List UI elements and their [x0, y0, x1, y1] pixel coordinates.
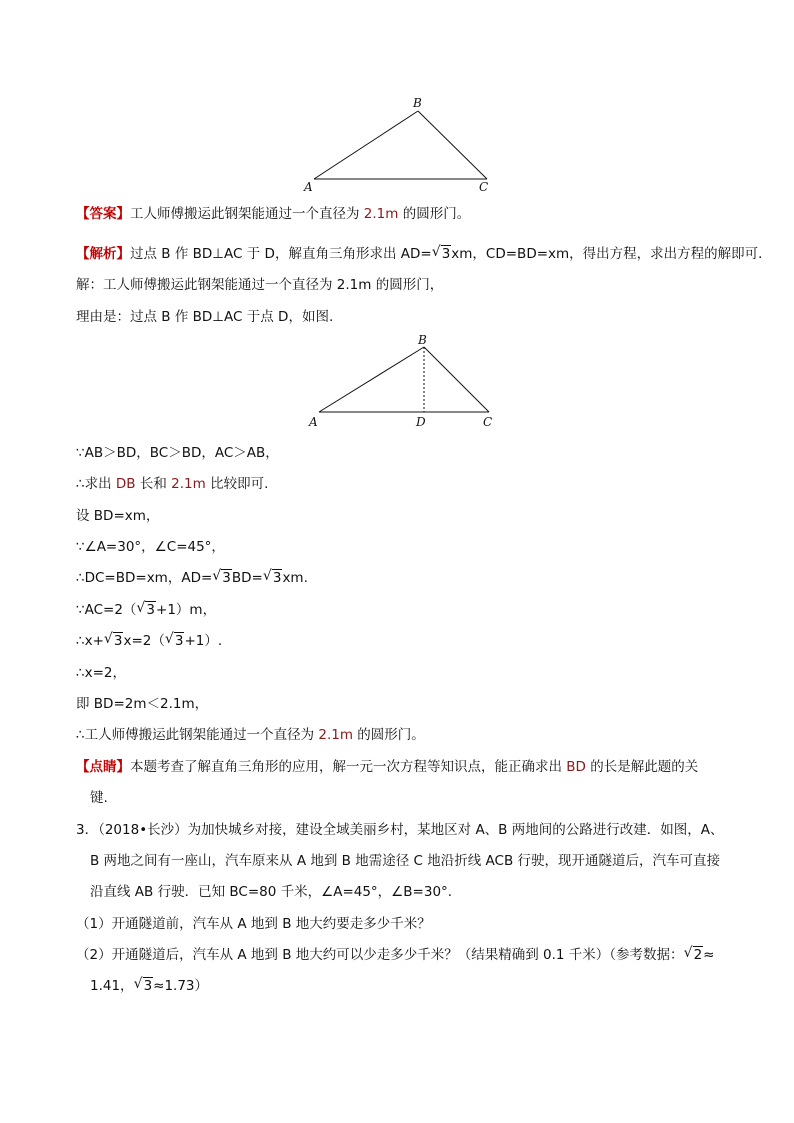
solution-line-1: 解：工人师傅搬运此钢架能通过一个直径为 2.1m 的圆形门，	[76, 277, 444, 293]
label-c: C	[483, 415, 493, 429]
sqrt-2: √ 2	[683, 945, 703, 963]
solution-line-7: ∴DC=BD=xm，AD= √ 3BD= √ 3xm.	[76, 568, 308, 586]
triangle-figure-abc	[0, 0, 794, 200]
solution-line-9: ∴x+ √ 3x=2（ √ 3+1）.	[76, 631, 223, 649]
segment-ab	[314, 111, 418, 179]
problem3-line-3: 沿直线 AB 行驶．已知 BC=80 千米，∠A=45°，∠B=30°.	[90, 884, 453, 900]
label-d: D	[416, 415, 426, 429]
question-2-line-2: 1.41， √ 3≈1.73）	[90, 976, 209, 994]
question-1: （1）开通隧道前，汽车从 A 地到 B 地大约要走多少千米？	[76, 916, 431, 932]
label-a: A	[309, 415, 318, 429]
sqrt-3: √ 3	[431, 244, 451, 262]
solution-line-3: ∵AB＞BD，BC＞BD，AC＞AB，	[76, 445, 279, 461]
sqrt-3: √ 3	[262, 568, 282, 586]
answer-tag: 【答案】	[76, 206, 130, 222]
solution-line-6: ∵∠A=30°，∠C=45°，	[76, 539, 225, 555]
solution-line-11: 即 BD=2m＜2.1m，	[76, 696, 209, 712]
comment-line-1: 【点睛】本题考查了解直角三角形的应用，解一元一次方程等知识点，能正确求出 BD 的长是解此题的关	[76, 759, 699, 775]
comment-tag: 【点睛】	[76, 759, 130, 775]
analysis-tag: 【解析】	[76, 246, 130, 262]
sqrt-3: √ 3	[212, 568, 231, 586]
label-c: C	[479, 180, 489, 194]
label-a: A	[304, 180, 313, 194]
solution-line-5: 设 BD=xm，	[76, 508, 160, 524]
answer-line: 【答案】工人师傅搬运此钢架能通过一个直径为 2.1m 的圆形门。	[76, 206, 471, 222]
triangle-figure-abcd	[0, 330, 794, 430]
label-b: B	[418, 333, 427, 347]
analysis-line: 【解析】过点 B 作 BD⊥AC 于 D，解直角三角形求出 AD= √ 3xm，CD=BD=xm，得出方程，求出方程的解即可．	[76, 244, 772, 262]
solution-line-2: 理由是：过点 B 作 BD⊥AC 于点 D，如图.	[76, 309, 334, 325]
comment-line-2: 键.	[90, 790, 108, 806]
segment-bc	[424, 347, 489, 412]
solution-line-8: ∵AC=2（ √ 3+1）m，	[76, 600, 217, 618]
problem3-line-1: 3．（2018•长沙）为加快城乡对接，建设全域美丽乡村，某地区对 A、B 两地间的公路进行改建．如图，A、	[76, 822, 724, 838]
solution-line-10: ∴x=2，	[76, 665, 126, 681]
question-2-line-1: （2）开通隧道后，汽车从 A 地到 B 地大约可以少走多少千米？（结果精确到 0.1 千米）（参考数据： √ 2≈	[76, 945, 715, 963]
sqrt-3: √ 3	[164, 631, 184, 649]
segment-bc	[418, 111, 487, 179]
problem3-line-2: B 两地之间有一座山，汽车原来从 A 地到 B 地需途径 C 地沿折线 ACB 行驶，现开通隧道后，汽车可直接	[90, 853, 720, 869]
sqrt-3: √ 3	[133, 976, 153, 994]
label-b: B	[413, 96, 422, 110]
sqrt-3: √ 3	[103, 631, 123, 649]
solution-line-4: ∴求出 DB 长和 2.1m 比较即可.	[76, 476, 269, 492]
solution-line-12: ∴工人师傅搬运此钢架能通过一个直径为 2.1m 的圆形门。	[76, 727, 425, 743]
segment-ab	[319, 347, 424, 412]
sqrt-3: √ 3	[136, 600, 156, 618]
